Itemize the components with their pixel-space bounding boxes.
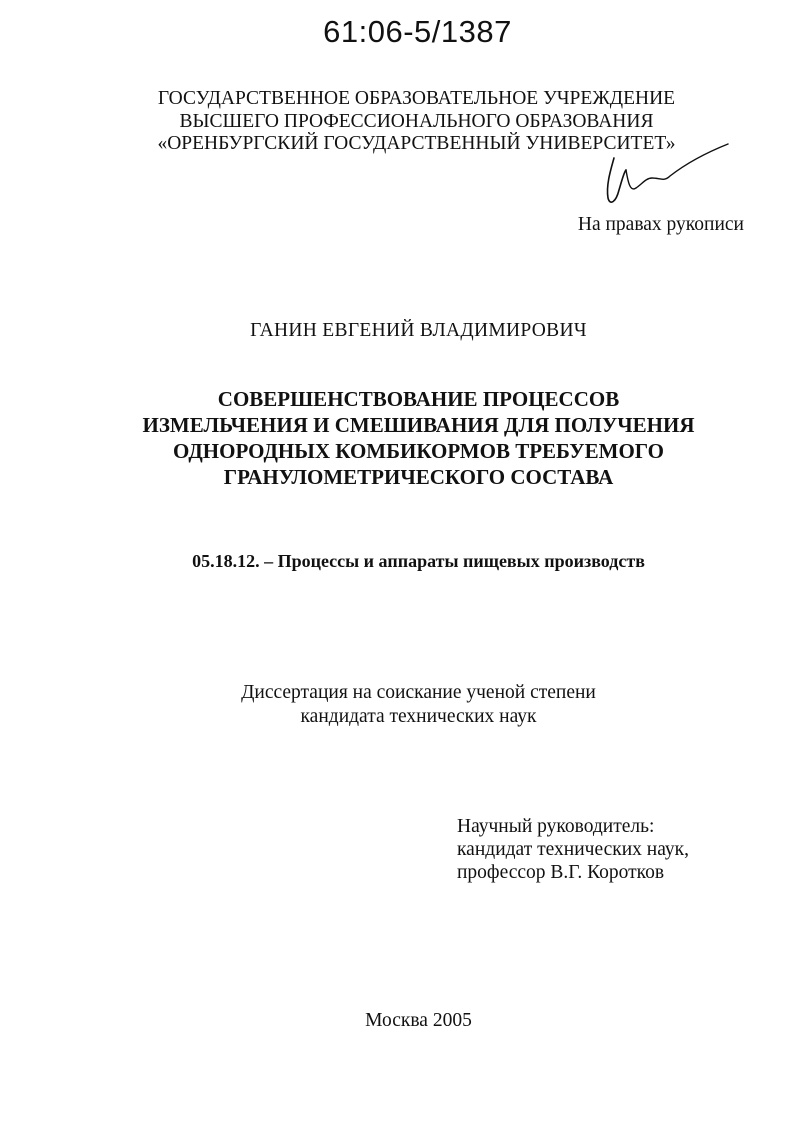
city-year: Москва 2005 [365, 1010, 472, 1031]
supervisor-block [457, 815, 689, 884]
institution-line: «ОРЕНБУРГСКИЙ ГОСУДАРСТВЕННЫЙ УНИВЕРСИТЕТ» [157, 133, 676, 154]
specialty-code: 05.18.12. – Процессы и аппараты пищевых производств [192, 551, 645, 571]
title-line: ГРАНУЛОМЕТРИЧЕСКОГО СОСТАВА [223, 465, 614, 489]
institution-line: ГОСУДАРСТВЕННОЕ ОБРАЗОВАТЕЛЬНОЕ УЧРЕЖДЕНИЕ [157, 88, 676, 109]
degree-line: Диссертация на соискание ученой степени [241, 682, 596, 703]
supervisor-line: Научный руководитель: [457, 816, 655, 837]
dissertation-title [0, 386, 793, 490]
institution-line: ВЫСШЕГО ПРОФЕССИОНАЛЬНОГО ОБРАЗОВАНИЯ [179, 110, 654, 132]
catalog-number: 61:06-5/1387 [323, 14, 512, 49]
author-name: ГАНИН ЕВГЕНИЙ ВЛАДИМИРОВИЧ [250, 320, 587, 341]
supervisor-line: кандидат технических наук, [457, 839, 689, 860]
supervisor-line: профессор В.Г. Коротков [457, 862, 665, 883]
title-line: ОДНОРОДНЫХ КОМБИКОРМОВ ТРЕБУЕМОГО [173, 439, 664, 463]
degree-line: кандидата технических наук [300, 706, 537, 727]
rights-note: На правах рукописи [577, 214, 744, 235]
degree-statement [0, 681, 793, 729]
title-line: СОВЕРШЕНСТВОВАНИЕ ПРОЦЕССОВ [217, 387, 620, 411]
title-line: ИЗМЕЛЬЧЕНИЯ И СМЕШИВАНИЯ ДЛЯ ПОЛУЧЕНИЯ [142, 413, 695, 437]
handwritten-signature [592, 138, 732, 210]
